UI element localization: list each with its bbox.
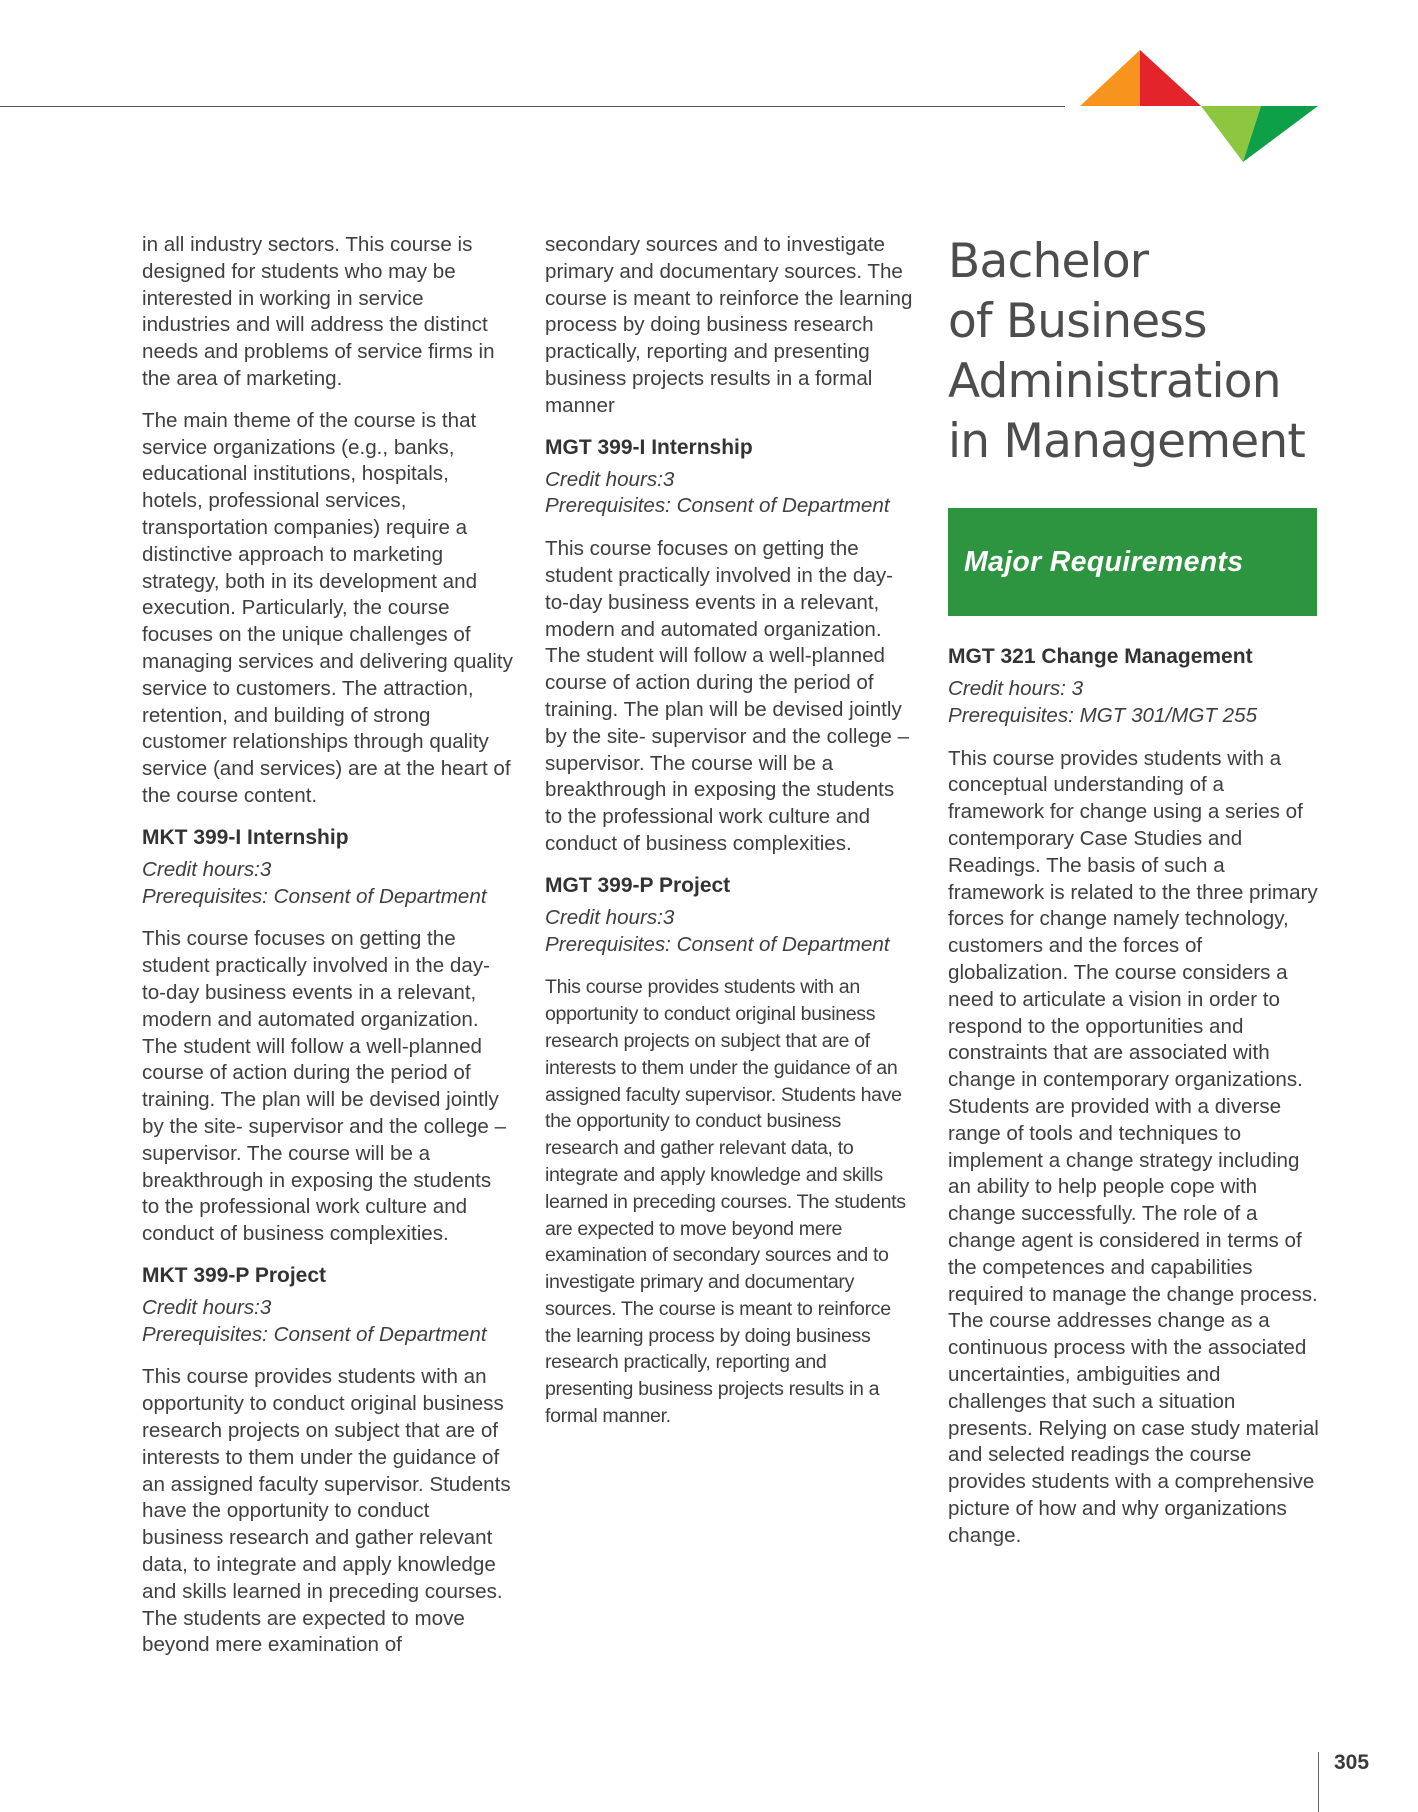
program-title-line: of Business: [948, 294, 1207, 349]
prerequisites: Prerequisites: MGT 301/MGT 255: [948, 703, 1258, 727]
column-3: [948, 232, 1320, 1565]
credit-hours: Credit hours: 3: [948, 677, 1084, 700]
section-heading: Major Requirements: [964, 545, 1244, 578]
course-description: This course provides students with an opportunity to conduct original business research projects on subject that are of interests to them under the guidance of an assigned faculty supervisor. Students have the opportunity to conduct business research and gather relevant data, to integrate and apply knowledge and skills learned in preceding courses. The students are expected to move beyond mere examination of secondary sources and to investigate primary and documentary sources. The course is meant to reinforce the learning process by doing business research practically, reporting and presenting business projects results in a formal manner.: [545, 976, 906, 1428]
intro-paragraph: in all industry sectors. This course is designed for students who may be interested in working in service industries and will address the distinct needs and problems of service firms in the area of marketing.: [142, 233, 495, 390]
program-title-line: Bachelor: [948, 234, 1149, 289]
course-description: This course provides students with a conceptual understanding of a framework for change using a series of contemporary Case Studies and Readings. The basis of such a framework is related to the three primary forces for change namely technology, customers and the forces of globalization. The course considers a need to articulate a vision in order to respond to the opportunities and constraints that are associated with change in contemporary organizations. Students are provided with a diverse range of tools and techniques to implement a change strategy including an ability to help people cope with change successfully. The role of a change agent is considered in terms of the competences and capabilities required to manage the change process. The course addresses change as a continuous process with the associated uncertainties, ambiguities and challenges that such a situation presents. Relying on case study material and selected readings the course provides students with a comprehensive picture of how and why organizations change.: [948, 746, 1319, 1547]
course-description: This course provides students with an opportunity to conduct original business research projects on subject that are of interests to them under the guidance of an assigned faculty supervisor. Students have the opportunity to conduct business research and gather relevant data, to integrate and apply knowledge and skills learned in preceding courses. The students are expected to move beyond mere examination of: [142, 1365, 511, 1657]
column-2: [545, 232, 917, 1445]
header-rule: [0, 106, 1065, 107]
course-meta: [142, 857, 514, 911]
logo-orange-triangle: [1080, 50, 1140, 106]
program-title-line: in Management: [948, 414, 1305, 469]
course-title: MGT 399-I Internship: [545, 435, 753, 459]
page-number: 305: [1334, 1751, 1370, 1774]
section-banner: [948, 508, 1317, 616]
continued-paragraph: secondary sources and to investigate primary and documentary sources. The course is meant to reinforce the learning process by doing business research practically, reporting and presenting business projects results in a formal manner: [545, 233, 913, 417]
course-title: MGT 399-P Project: [545, 873, 731, 897]
course-title: MGT 321 Change Management: [948, 645, 1253, 668]
theme-paragraph: The main theme of the course is that service organizations (e.g., banks, educational institutions, hospitals, hotels, professional services, transportation companies) require a distinctive approach to marketing strategy, both in its development and execution. Particularly, the course focuses on the unique challenges of managing services and delivering quality service to customers. The attraction, retention, and building of strong customer relationships through quality service (and services) are at the heart of the course content.: [142, 408, 513, 807]
credit-hours: Credit hours:3: [142, 857, 272, 881]
prerequisites: Prerequisites: Consent of Department: [545, 494, 890, 518]
prerequisites: Prerequisites: Consent of Department: [545, 932, 890, 956]
column-1: [142, 232, 514, 1674]
course-title: MKT 399-P Project: [142, 1263, 327, 1287]
course-description: This course focuses on getting the student practically involved in the day-to-day business events in a relevant, modern and automated organization. The student will follow a well-planned course of action during the period of training. The plan will be devised jointly by the site- supervisor and the college –supervisor. The course will be a breakthrough in exposing the students to the professional work culture and conduct of business complexities.: [545, 537, 910, 855]
logo-red-triangle: [1140, 50, 1201, 106]
course-title: MKT 399-I Internship: [142, 825, 349, 849]
program-title: [948, 232, 1320, 472]
course-meta: [948, 676, 1320, 730]
triangles-logo: [1080, 50, 1320, 162]
prerequisites: Prerequisites: Consent of Department: [142, 884, 487, 908]
prerequisites: Prerequisites: Consent of Department: [142, 1322, 487, 1346]
course-meta: [142, 1295, 514, 1349]
course-meta: [545, 905, 917, 959]
credit-hours: Credit hours:3: [142, 1295, 272, 1319]
course-description: This course focuses on getting the student practically involved in the day-to-day business events in a relevant, modern and automated organization. The student will follow a well-planned course of action during the period of training. The plan will be devised jointly by the site- supervisor and the college –supervisor. The course will be a breakthrough in exposing the students to the professional work culture and conduct of business complexities.: [142, 927, 507, 1246]
footer-rule: [1318, 1752, 1319, 1812]
credit-hours: Credit hours:3: [545, 905, 675, 929]
course-meta: [545, 467, 917, 521]
program-title-line: Administration: [948, 354, 1281, 409]
credit-hours: Credit hours:3: [545, 467, 675, 491]
